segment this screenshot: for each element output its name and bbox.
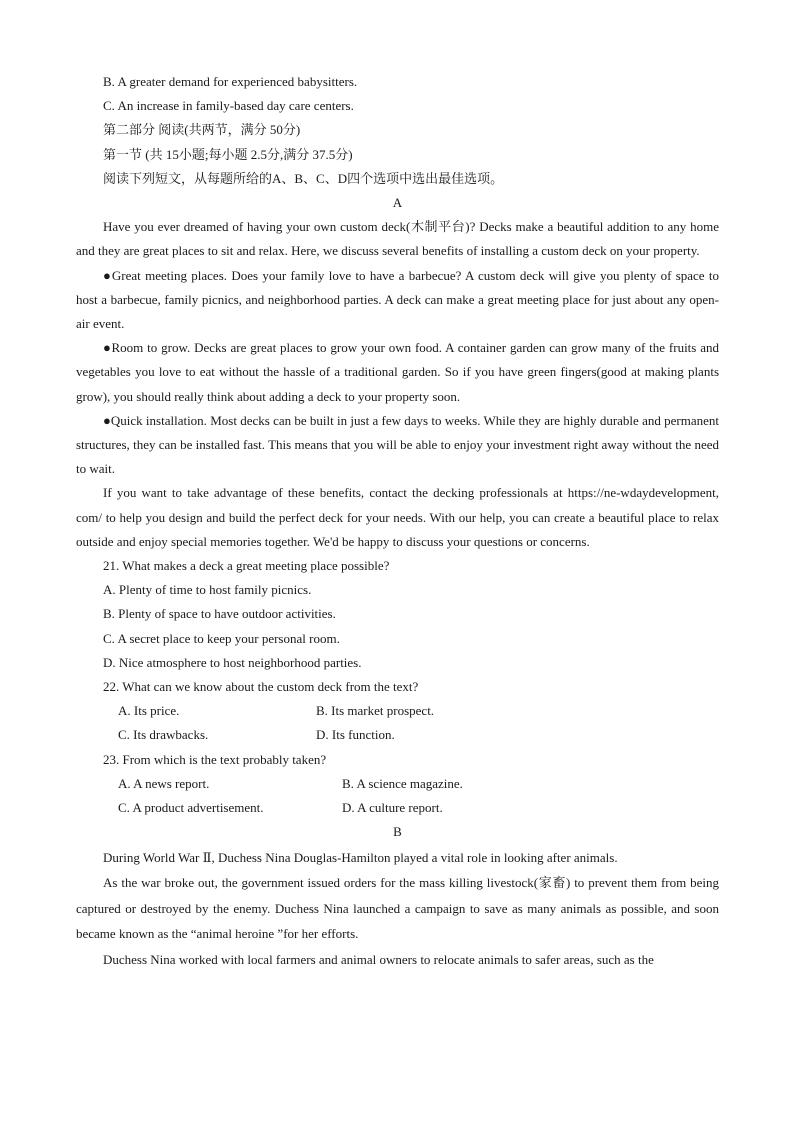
question-21-stem: 21. What makes a deck a great meeting place possible? [103, 558, 390, 574]
question-21-option-d: D. Nice atmosphere to host neighborhood parties. [103, 654, 362, 670]
passage-a-intro: Have you ever dreamed of having your own custom deck(木制平台)? Decks make a beautiful addition to any home and they are great places to sit and relax. Here, we discuss several benefits of installing a custom deck on your property. [76, 219, 719, 259]
passage-a-bullet-2: ●Room to grow. Decks are great places to grow your own food. A container garden can grow many of the fruits and vegetables you love to eat without the hassle of a traditional garden. So if you have green fingers(good at making plants grow), you should really think about adding a deck to your property soon. [76, 340, 719, 404]
section-header: 第二部分 阅读(共两节，满分 50分) [103, 122, 301, 138]
option-b-prev: B. A greater demand for experienced babysitters. [103, 74, 358, 89]
question-21-option-b: B. Plenty of space to have outdoor activities. [103, 606, 336, 622]
option-c-prev: C. An increase in family-based day care centers. [103, 98, 354, 114]
subsection-header: 第一节 (共 15小题;每小题 2.5分,满分 37.5分) [103, 146, 353, 162]
question-21-option-c: C. A secret place to keep your personal room. [103, 630, 340, 646]
passage-a-bullet-3: ●Quick installation. Most decks can be built in just a few days to weeks. While they are highly durable and permanent structures, they can be installed fast. This means that you will be able to enjoy your investment right away without the need to wait. [76, 412, 719, 477]
question-22-row-2 [76, 723, 719, 747]
passage-b-paragraph-2: As the war broke out, the government issued orders for the mass killing livestock(家畜) to prevent them from being captured or destroyed by the enemy. Duchess Nina launched a campaign to save as many animals as possible, and soon became known as the “animal heroine ”for her efforts. [76, 875, 719, 941]
page-content [76, 70, 719, 972]
question-22-row-1 [76, 699, 719, 723]
question-22-option-d: D. Its function. [316, 727, 395, 743]
passage-a-bullet-1: ●Great meeting places. Does your family love to have a barbecue? A custom deck will give you plenty of space to host a barbecue, family picnics, and neighborhood parties. A deck can make a great meeting place for just about any open-air event. [76, 267, 719, 332]
question-23-option-b: B. A science magazine. [342, 775, 463, 791]
question-23-option-d: D. A culture report. [342, 800, 443, 816]
question-22-option-b: B. Its market prospect. [316, 703, 435, 719]
passage-b-paragraph-3: Duchess Nina worked with local farmers and animal owners to relocate animals to safer areas, such as the [103, 951, 654, 967]
question-23-stem: 23. From which is the text probably taken? [103, 751, 327, 767]
passage-a-label: A [392, 195, 403, 211]
question-23-option-a: A. A news report. [118, 775, 210, 791]
question-23-option-c: C. A product advertisement. [118, 800, 264, 816]
question-22-option-a: A. Its price. [118, 703, 180, 719]
question-22-stem: 22. What can we know about the custom deck from the text? [103, 679, 419, 695]
passage-b-paragraph-1: During World War Ⅱ, Duchess Nina Douglas-Hamilton played a vital role in looking after animals. [103, 849, 618, 865]
instructions: 阅读下列短文，从每题所给的A、B、C、D四个选项中选出最佳选项。 [103, 170, 504, 186]
question-23-row-1 [76, 772, 719, 796]
question-21-option-a: A. Plenty of time to host family picnics. [103, 582, 312, 598]
question-23-row-2 [76, 796, 719, 820]
question-22-option-c: C. Its drawbacks. [118, 727, 209, 743]
passage-a-closing: If you want to take advantage of these benefits, contact the decking professionals at https://ne-wdaydevelopment, com/ to help you design and build the perfect deck for your needs. With our help, you can create a beautiful place to relax outside and enjoy special memories together. We'd be happy to discuss your questions or concerns. [76, 485, 719, 549]
passage-b-label: B [393, 824, 402, 840]
